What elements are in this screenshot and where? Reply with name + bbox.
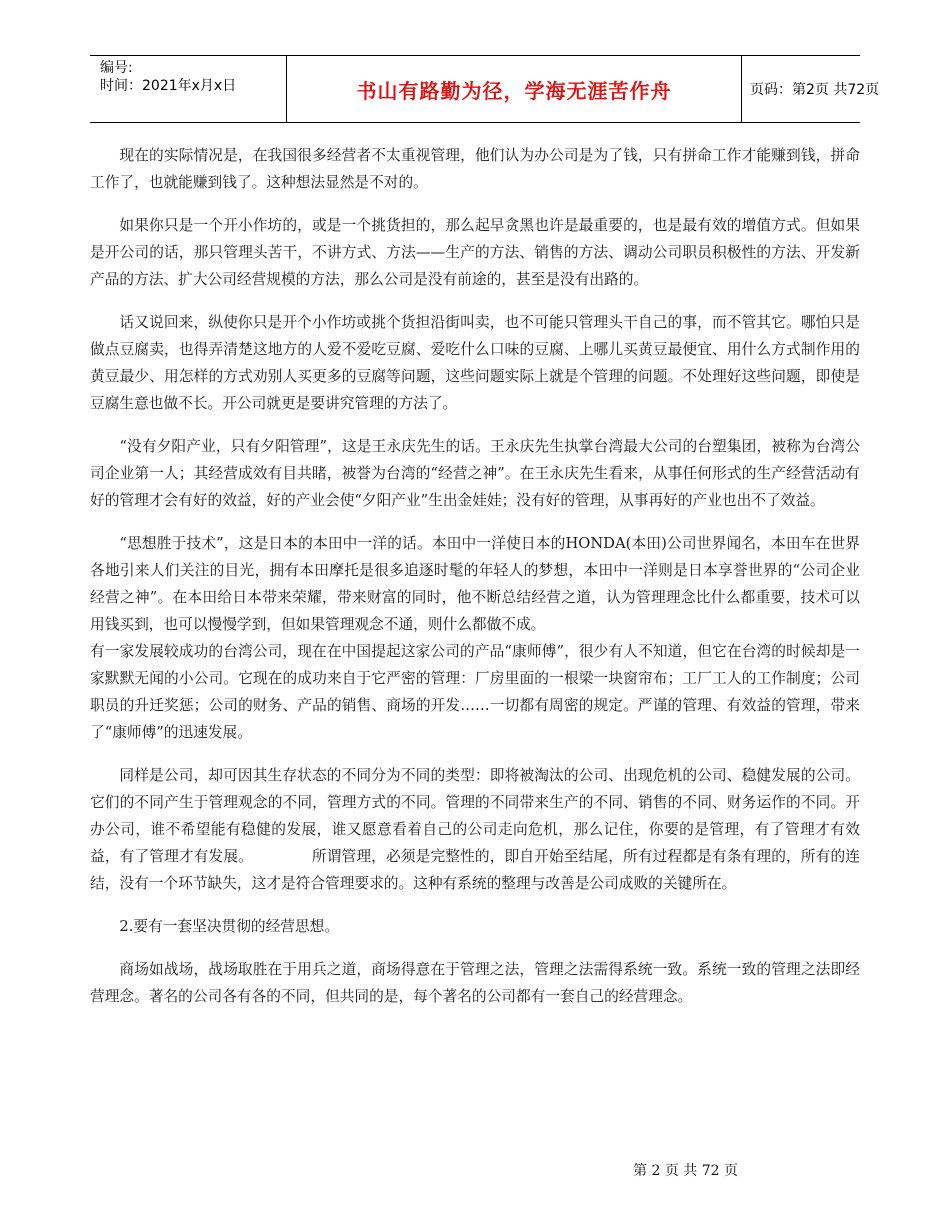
header-meta (90, 56, 286, 122)
page-header (90, 55, 880, 123)
paragraph-6: 有一家发展较成功的台湾公司，现在在中国提起这家公司的产品“康师傅”，很少有人不知道，但它在台湾的时候却是一家默默无闻的小公司。它现在的成功来自于它严密的管理：厂房里面的一根梁一块窗帘布；工厂工人的工作制度；公司职员的升迁奖惩；公司的财务、产品的销售、商场的开发……一切都有周密的规定。严谨的管理、有效益的管理，带来了“康师傅”的迅速发展。 (90, 643, 860, 741)
time-label: 时间：2021年x月x日 (100, 78, 237, 94)
paragraph-9: 商场如战场，战场取胜在于用兵之道，商场得意在于管理之法，管理之法需得系统一致。系统一致的管理之法即经营理念。著名的公司各有各的不同，但共同的是，每个著名的公司都有一套自己的经营理念。 (90, 961, 860, 1005)
paragraph-2: 如果你只是一个开小作坊的，或是一个挑货担的，那么起早贪黑也许是最重要的，也是最有效的增值方式。但如果是开公司的话，那只管理头苦干，不讲方式、方法——生产的方法、销售的方法、调动公司职员积极性的方法、开发新产品的方法、扩大公司经营规模的方法，那么公司是没有前途的，甚至是没有出路的。 (90, 217, 860, 288)
header-page-info: 页码：第2页 共72页 (750, 82, 880, 98)
section-heading-2: 2.要有一套坚决贯彻的经营思想。 (119, 918, 340, 935)
document-body (90, 142, 860, 1026)
motto-text: 书山有路勤为径，学海无涯苦作舟 (356, 78, 672, 103)
paragraph-5: “思想胜于技术”，这是日本的本田中一洋的话。本田中一洋使日本的HONDA(本田)公司世界闻名，本田车在世界各地引来人们关注的目光，拥有本田摩托是很多追逐时髦的年轻人的梦想，本田中一洋则是日本享誉世界的“公司企业经营之神”。在本田给日本带来荣耀，带来财富的同时，他不断总结经营之道，认为管理理念比什么都重要，技术可以用钱买到，也可以慢慢学到，但如果管理观念不通，则什么都做不成。 (90, 535, 860, 633)
paragraph-7-text: 同样是公司，却可因其生存状态的不同分为不同的类型：即将被淘汰的公司、出现危机的公司、稳健发展的公司。它们的不同产生于管理观念的不同，管理方式的不同。管理的不同带来生产的不同、销售的不同、财务运作的不同。开办公司，谁不希望能有稳健的发展，谁又愿意看着自己的公司走向危机，那么记住，你要的是管理，有了管理才有效益，有了管理才有发展。 (90, 767, 860, 865)
paragraph-7 (90, 762, 860, 897)
paragraph-4: “没有夕阳产业，只有夕阳管理”，这是王永庆先生的话。王永庆先生执掌台湾最大公司的台塑集团，被称为台湾公司企业第一人；其经营成效有目共睹，被誉为台湾的“经营之神”。在王永庆先生看来，从事任何形式的生产经营活动有好的管理才会有好的效益，好的产业会使“夕阳产业”生出金娃娃；没有好的管理，从事再好的产业也出不了效益。 (90, 438, 860, 509)
paragraph-1: 现在的实际情况是，在我国很多经营者不太重视管理，他们认为办公司是为了钱，只有拼命工作才能赚到钱，拼命工作了，也就能赚到钱了。这种想法显然是不对的。 (90, 147, 860, 191)
serial-label: 编号: (100, 60, 133, 76)
paragraph-8-text: 所谓管理，必须是完整性的，即自开始至结尾，所有过程都是有条有理的，所有的连结，没有一个环节缺失，这才是符合管理要求的。这种有系统的整理与改善是公司成败的关键所在。 (90, 848, 860, 892)
header-motto-cell (286, 56, 742, 122)
page-footer: 第 2 页 共 72 页 (633, 1163, 738, 1179)
paragraph-3: 话又说回来，纵使你只是开个小作坊或挑个货担沿街叫卖，也不可能只管理头干自己的事，而不管其它。哪怕只是做点豆腐卖，也得弄清楚这地方的人爱不爱吃豆腐、爱吃什么口味的豆腐、上哪儿买黄豆最便宜、用什么方式制作用的黄豆最少、用怎样的方式劝别人买更多的豆腐等问题，这些问题实际上就是个管理的问题。不处理好这些问题，即使是豆腐生意也做不长。开公司就更是要讲究管理的方法了。 (90, 314, 860, 412)
